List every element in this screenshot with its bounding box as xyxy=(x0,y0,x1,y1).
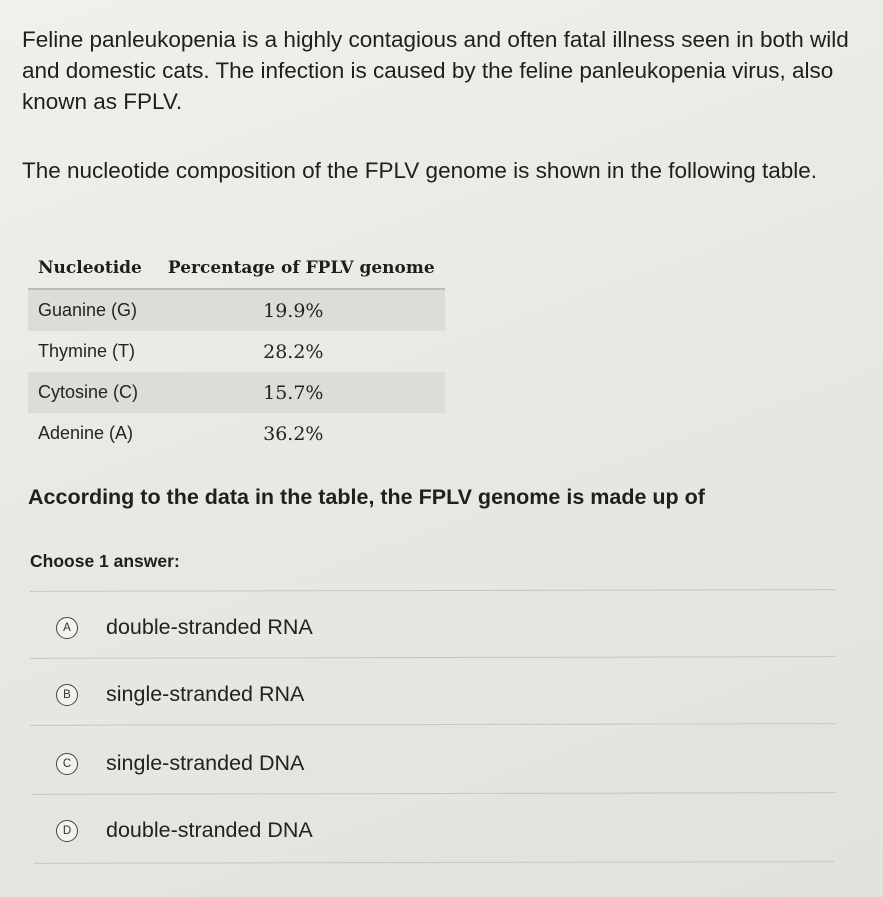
divider xyxy=(32,792,836,795)
cell-nucleotide: Adenine (A) xyxy=(38,423,134,443)
cell-nucleotide: Cytosine (C) xyxy=(28,372,152,413)
cell-percentage: 15.7% xyxy=(152,372,445,413)
divider xyxy=(34,861,834,864)
divider xyxy=(30,656,836,659)
intro-paragraph-2: The nucleotide composition of the FPLV genome is shown in the following table. xyxy=(22,158,818,183)
cell-nucleotide: Guanine (G) xyxy=(28,289,152,331)
choose-instruction: Choose 1 answer: xyxy=(30,551,180,571)
answer-option-b[interactable] xyxy=(56,682,304,707)
cell-nucleotide: Thymine (T) xyxy=(38,341,136,361)
header-nucleotide: Nucleotide xyxy=(28,252,152,289)
option-letter-badge: B xyxy=(56,684,78,706)
option-text: single-stranded DNA xyxy=(106,751,305,775)
option-letter-badge: D xyxy=(56,820,78,842)
nucleotide-table xyxy=(28,252,438,454)
question-prompt: According to the data in the table, the FPLV genome is made up of xyxy=(28,485,705,509)
answer-option-c[interactable] xyxy=(56,751,304,776)
cell-percentage: 19.9% xyxy=(152,289,445,331)
option-text: double-stranded DNA xyxy=(106,818,313,842)
answer-option-a[interactable] xyxy=(56,615,313,640)
table-row xyxy=(28,289,445,331)
cell-percentage: 36.2% xyxy=(263,422,324,445)
table-row xyxy=(28,372,445,413)
cell-percentage: 28.2% xyxy=(263,340,324,363)
table-row xyxy=(28,413,445,454)
divider xyxy=(30,723,836,726)
answer-option-d[interactable] xyxy=(56,818,313,843)
option-letter-badge: C xyxy=(56,753,78,775)
header-percentage: Percentage of FPLV genome xyxy=(152,252,445,289)
option-text: single-stranded RNA xyxy=(106,682,305,706)
table-row xyxy=(28,331,445,372)
option-letter-badge: A xyxy=(56,617,78,639)
table-header-row xyxy=(28,252,445,289)
divider xyxy=(30,589,836,592)
option-text: double-stranded RNA xyxy=(106,615,313,639)
intro-paragraph-1: Feline panleukopenia is a highly contagious and often fatal illness seen in both wild and domestic cats. The infection is caused by the feline panleukopenia virus, also known as FPLV. xyxy=(22,27,849,114)
